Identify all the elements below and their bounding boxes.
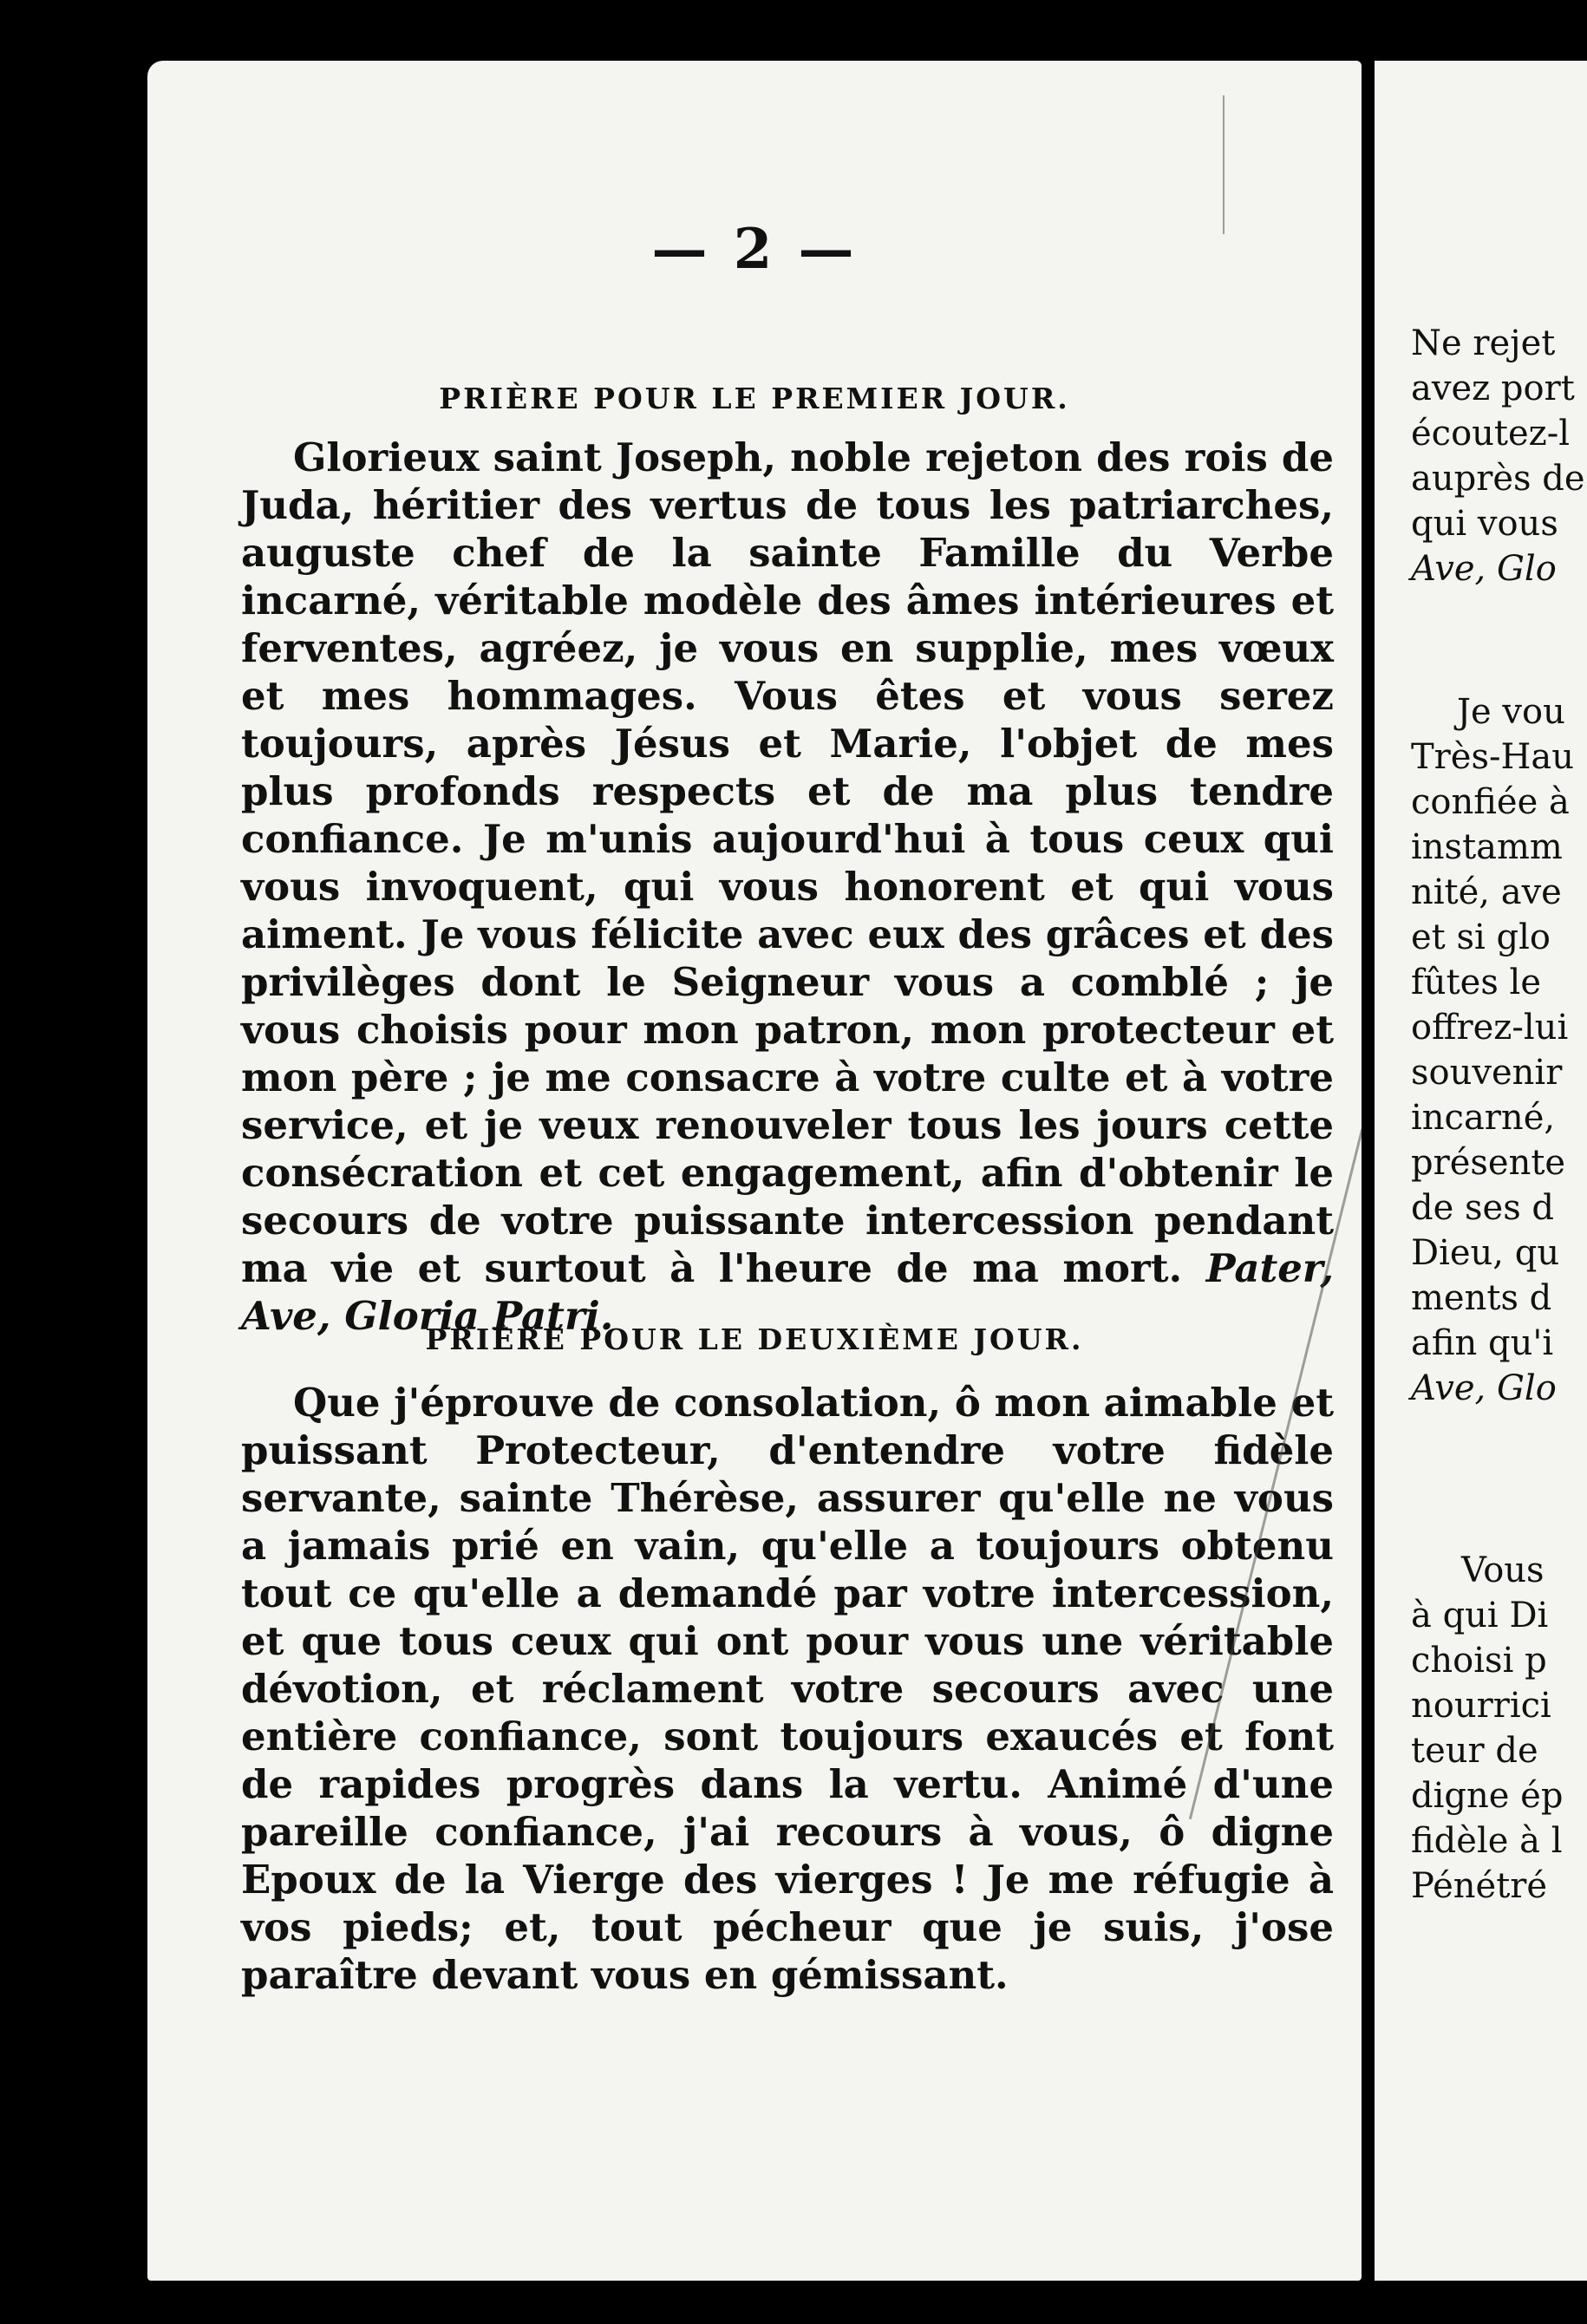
right-line: offrez-lui [1411,1008,1569,1048]
right-line: Dieu, qu [1411,1233,1560,1273]
right-line: Vous [1461,1550,1545,1590]
right-line: présente [1411,1143,1566,1183]
left-page [147,61,1362,2281]
right-line: confiée à [1411,782,1570,822]
right-line: avez port [1411,369,1575,408]
prayer-second-day: Que j'éprouve de consolation, ô mon aimable et puissant Protecteur, d'entendre votre fidèle servante, sainte Thérèse, assurer qu'elle ne vous a jamais prié en vain, qu'elle a toujours obtenu tout ce qu'elle a demandé par votre intercession, et que tous ceux qui ont pour vous une véritable dévotion, et réclament votre secours avec une entière confiance, sont toujours exaucés et font de rapides progrès dans la vertu. Animé d'une pareille confiance, j'ai recours à vous, ô digne Epoux de la Vierge des vierges ! Je me réfugie à vos pieds; et, tout pécheur que je suis, j'ose paraître devant vous en gémissant. [241,1380,1334,1998]
right-line: incarné, [1411,1098,1556,1138]
right-line: et si glo [1411,917,1551,957]
right-line: afin qu'i [1411,1323,1554,1363]
prayer-first-day-closing: Pater, Ave, Gloria Patri. [241,1245,1334,1339]
prayer-first-day [241,434,1334,1340]
right-line: Je vou [1457,692,1565,732]
right-line: souvenir [1411,1053,1563,1093]
right-line: auprès de [1411,459,1585,499]
right-line: à qui Di [1411,1596,1549,1635]
right-line: Très-Hau [1411,737,1575,777]
right-line: ments d [1411,1278,1552,1318]
right-line: Ave, Glo [1411,1368,1557,1408]
heading-first-day: PRIÈRE POUR LE PREMIER JOUR. [439,382,1070,415]
right-line: Ave, Glo [1411,549,1557,589]
right-line: fidèle à l [1411,1821,1563,1861]
heading-second-day: PRIÈRE POUR LE DEUXIÈME JOUR. [425,1322,1084,1356]
scratch-mark [1223,95,1225,234]
right-line: Ne rejet [1411,323,1556,363]
right-line: Pénétré [1411,1866,1548,1906]
right-line: teur de [1411,1731,1538,1771]
right-line: de ses d [1411,1188,1555,1228]
right-line: choisi p [1411,1641,1547,1681]
right-line: instamm [1411,827,1563,867]
right-page [1375,61,1587,2281]
page-number: — 2 — [651,217,858,282]
right-line: nité, ave [1411,872,1562,912]
right-line: écoutez-l [1411,414,1571,454]
right-line: nourrici [1411,1686,1551,1726]
right-line: qui vous [1411,504,1558,544]
right-line: fûtes le [1411,963,1542,1002]
prayer-first-day-text: Glorieux saint Joseph, noble rejeton des rois de Juda, héritier des vertus de tous les patriarches, auguste chef de la sainte Famille du Verbe incarné, véritable modèle des âmes intérieures et ferventes, agréez, je vous en supplie, mes vœux et mes hommages. Vous êtes et vous serez toujours, après Jésus et Marie, l'objet de mes plus profonds respects et de ma plus tendre confiance. Je m'unis aujourd'hui à tous ceux qui vous invoquent, qui vous honorent et qui vous aiment. Je vous félicite avec eux des grâces et des privilèges dont le Seigneur vous a comblé ; je vous choisis pour mon patron, mon protecteur et mon père ; je me consacre à votre culte et à votre service, et je veux renouveler tous les jours cette consécration et cet engagement, afin d'obtenir le secours de votre puissante intercession pendant ma vie et surtout à l'heure de ma mort. [241,434,1334,1291]
right-line: digne ép [1411,1776,1564,1816]
